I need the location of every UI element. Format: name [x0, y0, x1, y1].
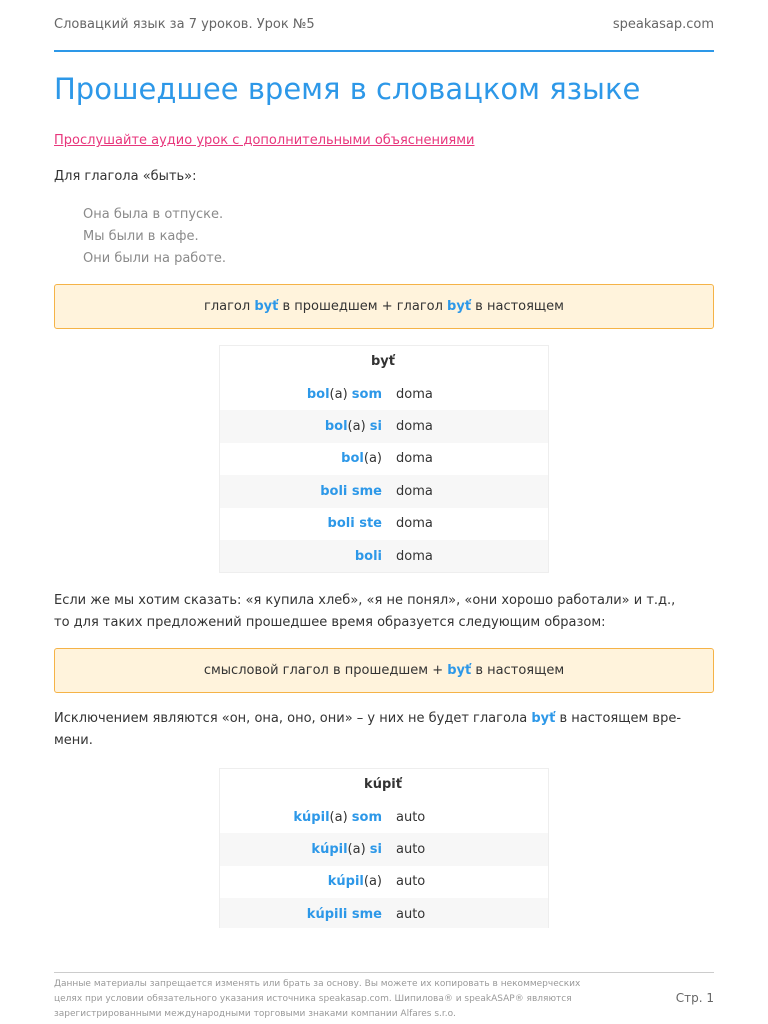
formula-text: в прошедшем + глагол: [278, 299, 448, 314]
auxiliary-verb: som: [351, 386, 382, 402]
formula-box-meaning: [54, 648, 714, 693]
table-row: [220, 801, 548, 833]
object-word: doma: [396, 548, 433, 564]
formula-verb: byť: [254, 299, 279, 314]
object-word: doma: [396, 419, 433, 435]
object-word: auto: [396, 906, 426, 922]
object-word: auto: [396, 809, 426, 825]
example-sentence: Мы были в кафе.: [83, 229, 199, 244]
table-row: [220, 540, 548, 572]
paragraph-explanation: [54, 590, 675, 634]
verb-form: [220, 484, 396, 499]
table-row: [220, 410, 548, 442]
legal-notice: [54, 977, 634, 1022]
object-word: auto: [396, 874, 426, 890]
auxiliary-verb: si: [369, 419, 382, 435]
auxiliary-verb: som: [351, 809, 382, 825]
formula-box-byt: [54, 284, 714, 329]
page-title: Прошедшее время в словацком языке: [54, 72, 641, 106]
verb-form: [220, 451, 396, 466]
object-word: doma: [396, 386, 433, 402]
table-row: [220, 866, 548, 898]
paragraph-line: то для таких предложений прошедшее время образуется следующим образом:: [54, 615, 606, 630]
table-row: [220, 378, 548, 410]
intro-text: Для глагола «быть»:: [54, 169, 197, 184]
object-word: doma: [396, 483, 433, 499]
exception-text: в настоящем вре-: [555, 711, 682, 726]
legal-line: Данные материалы запрещается изменять или брать за основу. Вы можете их копировать в некоммерческих: [54, 979, 581, 989]
verb-form: [220, 516, 396, 531]
verb-form: [220, 387, 396, 402]
verb-stem: boli: [354, 548, 382, 564]
page-footer: [54, 972, 714, 1019]
site-name[interactable]: speakasap.com: [612, 17, 714, 32]
verb-stem: kúpili sme: [306, 906, 382, 922]
legal-line: зарегистрированными международными торговыми знаками компании Alfares s.r.o.: [54, 1009, 456, 1019]
verb-stem: kúpil: [293, 809, 330, 825]
verb-stem: boli sme: [320, 483, 382, 499]
page-header: [54, 10, 714, 52]
verb-stem: kúpil: [327, 874, 364, 890]
exception-text: Исключением являются «он, она, оно, они» – у них не будет глагола: [54, 711, 532, 726]
verb-stem: bol: [341, 451, 364, 467]
page-number: Стр. 1: [675, 991, 714, 1005]
audio-lesson-link[interactable]: Прослушайте аудио урок с дополнительными объяснениями: [54, 133, 475, 148]
formula-text: в настоящем: [471, 663, 565, 678]
verb-ending: (a): [347, 419, 370, 435]
object-word: doma: [396, 451, 433, 467]
verb-stem: bol: [306, 386, 330, 402]
table-row: [220, 508, 548, 540]
verb-stem: boli ste: [327, 516, 382, 532]
exception-text: мени.: [54, 733, 93, 748]
conjugation-table-kupit: [219, 768, 549, 928]
formula-text: в настоящем: [471, 299, 564, 314]
conjugation-table-byt: [219, 345, 549, 573]
verb-ending: (a): [329, 809, 352, 825]
verb-ending: (a): [363, 451, 382, 467]
table-row: [220, 898, 548, 928]
example-sentence: Она была в отпуске.: [83, 207, 224, 222]
object-word: auto: [396, 842, 426, 858]
verb-form: [220, 842, 396, 857]
exception-paragraph: [54, 708, 681, 752]
formula-verb: byť: [447, 663, 472, 678]
verb-form: [220, 874, 396, 889]
course-title: Словацкий язык за 7 уроков. Урок №5: [54, 17, 315, 32]
exception-verb: byť: [531, 711, 556, 726]
paragraph-line: Если же мы хотим сказать: «я купила хлеб», «я не понял», «они хорошо работали» и т.д.,: [54, 593, 676, 608]
verb-ending: (a): [329, 386, 352, 402]
table-header: byť: [371, 354, 395, 369]
verb-ending: (a): [363, 874, 382, 890]
formula-text: смысловой глагол в прошедшем +: [203, 663, 448, 678]
table-row: [220, 443, 548, 475]
table-header: kúpiť: [364, 777, 402, 792]
auxiliary-verb: si: [369, 842, 382, 858]
object-word: doma: [396, 516, 433, 532]
verb-stem: kúpil: [311, 842, 348, 858]
verb-form: [220, 419, 396, 434]
verb-form: [220, 907, 396, 922]
table-row: [220, 833, 548, 865]
verb-form: [220, 810, 396, 825]
verb-ending: (a): [347, 842, 370, 858]
example-sentence: Они были на работе.: [83, 251, 226, 266]
verb-stem: bol: [324, 419, 348, 435]
legal-line: целях при условии обязательного указания источника speakasap.com. Шипилова® и speakASAP® являются: [54, 994, 572, 1004]
formula-text: глагол: [204, 299, 255, 314]
example-list: [83, 204, 226, 270]
formula-verb: byť: [447, 299, 472, 314]
table-row: [220, 475, 548, 507]
verb-form: [220, 549, 396, 564]
